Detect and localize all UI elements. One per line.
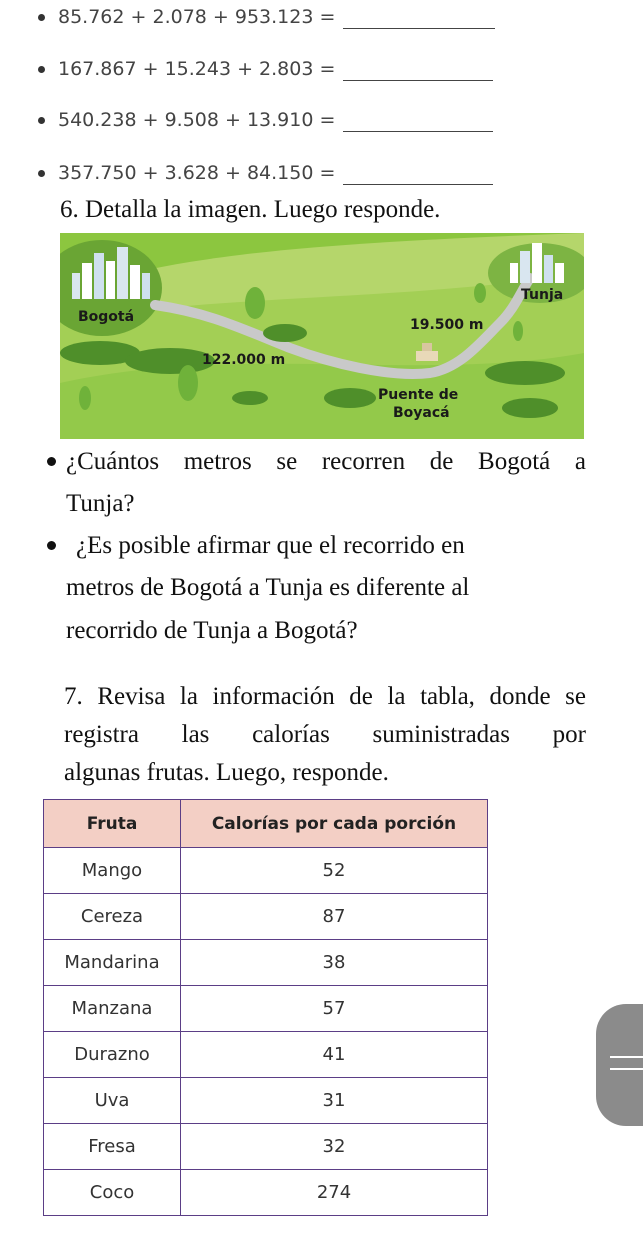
question-2-line3: recorrido de Tunja a Bogotá? — [66, 617, 358, 644]
answer-blank — [343, 6, 495, 29]
fruit-calories-table — [43, 799, 488, 1216]
scroll-handle[interactable] — [596, 1004, 643, 1126]
label-bogota: Bogotá — [78, 309, 135, 325]
sum-row-2 — [38, 53, 493, 85]
grip-line-icon — [610, 1068, 643, 1070]
table-row — [44, 848, 488, 894]
sum-expression: 167.867 + 15.243 + 2.803 = — [58, 58, 336, 80]
label-bridge-line1: Puente de — [378, 387, 459, 403]
cell-calories: 41 — [181, 1032, 488, 1078]
table-row — [44, 1170, 488, 1216]
cell-fruit: Mandarina — [44, 940, 181, 986]
cell-fruit: Coco — [44, 1170, 181, 1216]
header-calories: Calorías por cada porción — [181, 800, 488, 848]
bullet — [38, 66, 45, 73]
sum-expression: 85.762 + 2.078 + 953.123 = — [58, 6, 336, 28]
cell-fruit: Durazno — [44, 1032, 181, 1078]
cell-calories: 52 — [181, 848, 488, 894]
answer-blank — [343, 58, 493, 81]
exercise-6-title: 6. Detalla la imagen. Luego responde. — [60, 196, 441, 223]
cell-calories: 32 — [181, 1124, 488, 1170]
label-bridge-line2: Boyacá — [393, 405, 450, 421]
table-header-row — [44, 800, 488, 848]
sum-expression: 357.750 + 3.628 + 84.150 = — [58, 162, 336, 184]
sum-expression: 540.238 + 9.508 + 13.910 = — [58, 109, 336, 131]
cell-fruit: Uva — [44, 1078, 181, 1124]
table-row — [44, 1078, 488, 1124]
question-2-line2: metros de Bogotá a Tunja es diferente al — [66, 574, 470, 601]
question-bullet — [47, 541, 56, 550]
question-1-line2: Tunja? — [66, 490, 135, 517]
table-row — [44, 894, 488, 940]
sum-row-4 — [38, 157, 493, 189]
exercise-7-line3: algunas frutas. Luego, responde. — [64, 759, 389, 786]
cell-calories: 57 — [181, 986, 488, 1032]
exercise-7-line1: 7. Revisa la información de la tabla, donde se — [64, 683, 586, 710]
cell-calories: 31 — [181, 1078, 488, 1124]
cell-fruit: Cereza — [44, 894, 181, 940]
cell-fruit: Fresa — [44, 1124, 181, 1170]
cell-calories: 38 — [181, 940, 488, 986]
table-row — [44, 1032, 488, 1078]
question-2-line1: ¿Es posible afirmar que el recorrido en — [76, 532, 465, 559]
answer-blank — [343, 162, 493, 185]
bullet — [38, 170, 45, 177]
sum-row-3 — [38, 104, 493, 136]
cell-calories: 87 — [181, 894, 488, 940]
grip-line-icon — [610, 1056, 643, 1058]
table-row — [44, 986, 488, 1032]
cell-calories: 274 — [181, 1170, 488, 1216]
exercise-7-line2: registra las calorías suministradas por — [64, 721, 586, 748]
label-distance-bogota-puente: 122.000 m — [202, 352, 286, 368]
answer-blank — [343, 109, 493, 132]
header-fruit: Fruta — [44, 800, 181, 848]
question-bullet — [47, 457, 56, 466]
sum-row-1 — [38, 1, 495, 33]
table-row — [44, 1124, 488, 1170]
question-1-line1: ¿Cuántos metros se recorren de Bogotá a — [66, 448, 586, 475]
cell-fruit: Manzana — [44, 986, 181, 1032]
route-map-illustration — [60, 233, 584, 439]
cell-fruit: Mango — [44, 848, 181, 894]
table-row — [44, 940, 488, 986]
bullet — [38, 117, 45, 124]
exercise-7-instructions — [64, 678, 586, 792]
label-tunja: Tunja — [521, 287, 564, 303]
bullet — [38, 14, 45, 21]
label-distance-puente-tunja: 19.500 m — [410, 317, 484, 333]
